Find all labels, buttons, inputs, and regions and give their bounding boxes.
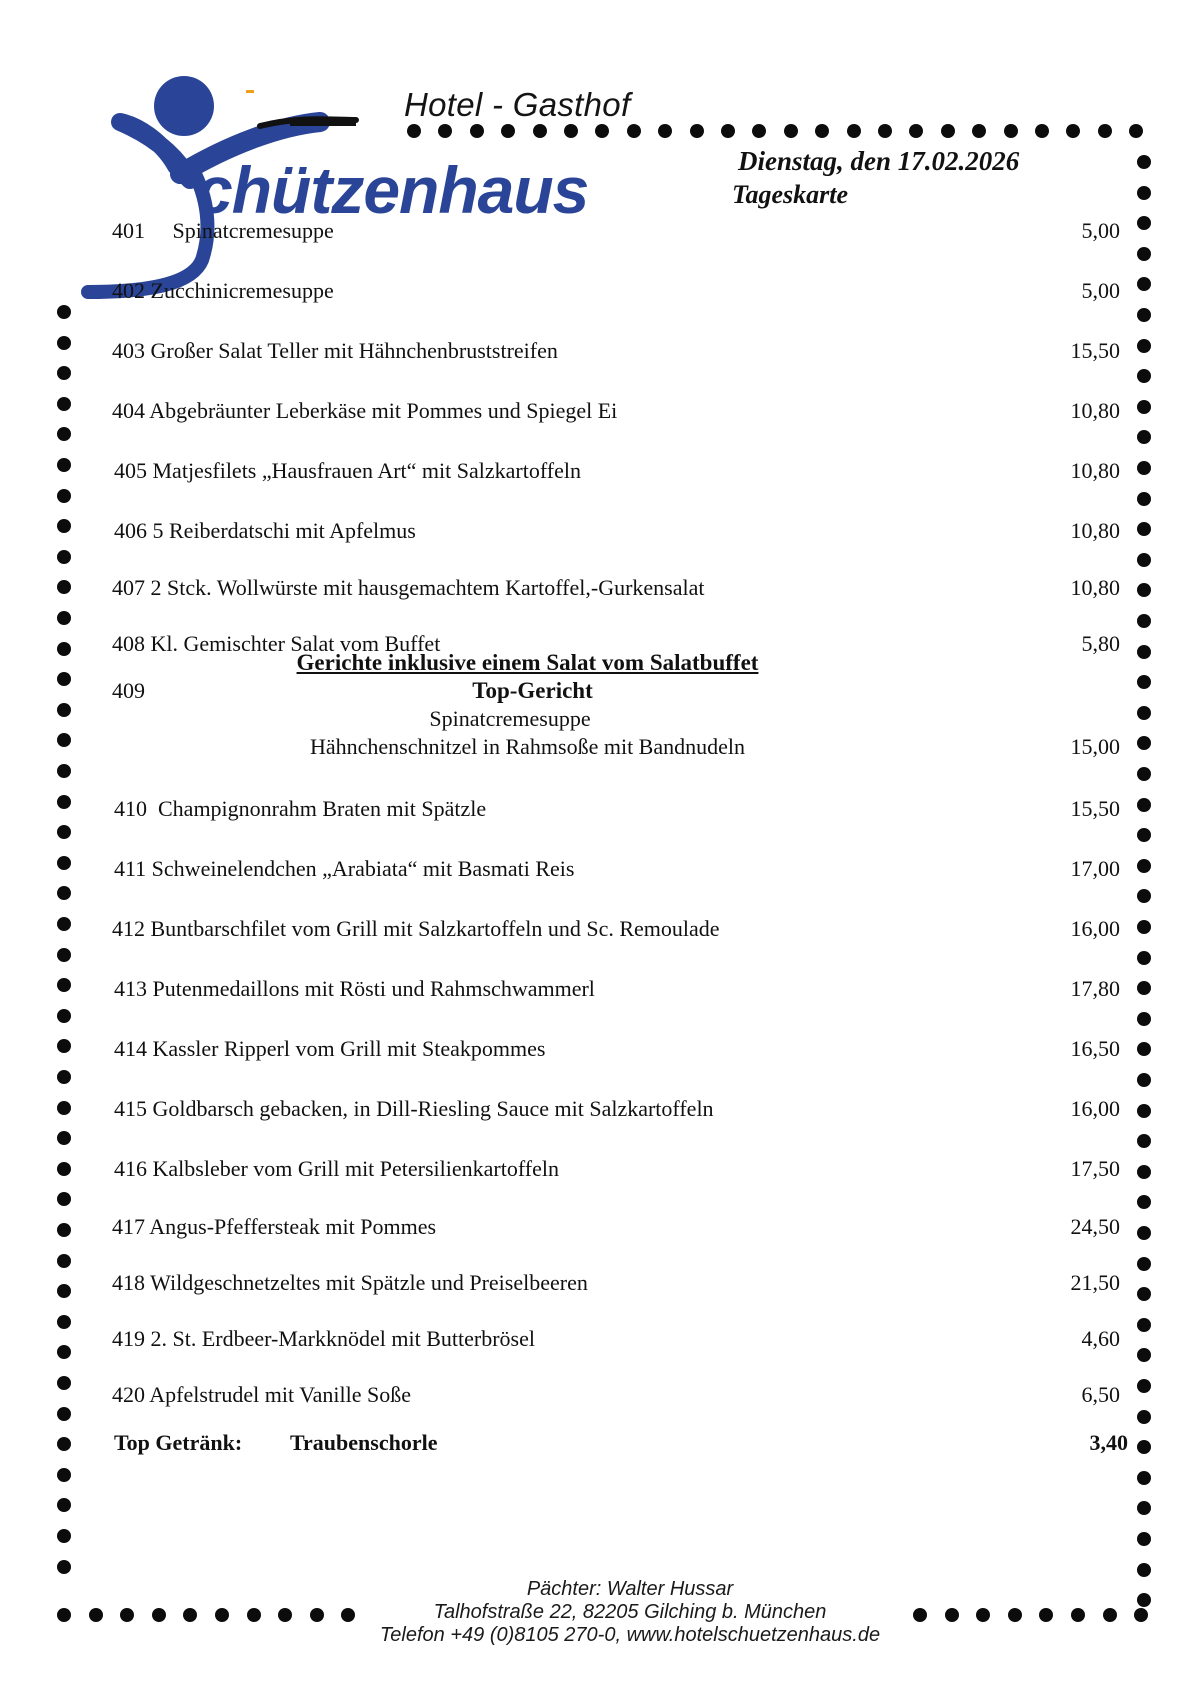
border-dot [1137,430,1151,444]
border-dot [1137,614,1151,628]
top-dish-main: Hähnchenschnitzel in Rahmsoße mit Bandnudeln [309,734,745,759]
brand-name: chützenhaus [196,153,589,227]
menu-item-text: 413 Putenmedaillons mit Rösti und Rahmschwammerl [114,976,595,1001]
border-dot [57,764,71,778]
border-dot [1137,1165,1151,1179]
menu-item-price: 21,50 [1070,1270,1120,1295]
border-dot [57,1498,71,1512]
border-dot [1137,1440,1151,1454]
border-dot [57,1407,71,1421]
border-dot [57,825,71,839]
menu-item [112,1214,1120,1246]
menu-item-text: 408 Kl. Gemischter Salat vom Buffet [112,631,441,656]
menu-item-text: 402 Zucchinicremesuppe [112,278,334,303]
border-dot [972,124,986,138]
border-dot [1137,767,1151,781]
border-dot [57,856,71,870]
border-dot [57,489,71,503]
menu-item [112,518,1120,550]
menu-item-price: 16,00 [1070,916,1120,941]
border-dot [1137,736,1151,750]
menu-item-text: 417 Angus-Pfeffersteak mit Pommes [112,1214,437,1239]
menu-item [112,575,1120,607]
menu-item-price: 5,00 [1081,218,1120,243]
border-dot [57,1345,71,1359]
menu-item [112,916,1120,948]
menu-item [112,1270,1120,1302]
border-dot [1137,706,1151,720]
top-dish-heading: Top-Gericht [472,678,593,703]
date-line: Dienstag, den 17.02.2026 [738,146,1020,176]
border-dot [847,124,861,138]
border-dot [1137,553,1151,567]
border-dot [1137,1195,1151,1209]
border-dot [1137,186,1151,200]
menu-item-price: 10,80 [1070,458,1120,483]
menu-item-text: 404 Abgebräunter Leberkäse mit Pommes und Spiegel Ei [112,398,618,423]
border-dot [1137,1042,1151,1056]
menu-item-text: 401 Spinatcremesuppe [112,218,334,243]
border-dot [1035,124,1049,138]
menu-item [112,338,1120,370]
border-dot [1137,1134,1151,1148]
border-dot [57,336,71,350]
border-dot [1137,889,1151,903]
border-dot [1137,828,1151,842]
border-dot [1129,124,1143,138]
border-dot [57,978,71,992]
border-dot [1137,522,1151,536]
border-dot [1137,1318,1151,1332]
logo-bar-shape [290,118,356,126]
border-dot [1137,1532,1151,1546]
border-dot [57,427,71,441]
hotel-gasthof-label: Hotel - Gasthof [404,86,631,123]
border-dot [941,124,955,138]
border-dot [1137,308,1151,322]
drink-label: Top Getränk: [114,1430,243,1455]
menu-item-text: 403 Großer Salat Teller mit Hähnchenbruststreifen [112,338,558,363]
border-dot [57,1376,71,1390]
border-dot [1137,1226,1151,1240]
menu-item-text: 419 2. St. Erdbeer-Markknödel mit Butterbrösel [112,1326,535,1351]
border-dot [1137,155,1151,169]
border-dot [1137,247,1151,261]
border-dot [752,124,766,138]
border-dot [57,1070,71,1084]
menu-item-price: 6,50 [1081,1382,1120,1407]
border-dot [57,886,71,900]
border-dot [1137,675,1151,689]
menu-item-text: 416 Kalbsleber vom Grill mit Petersilienkartoffeln [114,1156,559,1181]
menu-item [112,1326,1120,1358]
border-dot [1137,798,1151,812]
border-dot [1137,859,1151,873]
menu-item [112,1382,1120,1414]
card-title: Tageskarte [732,180,849,209]
top-dish-price: 15,00 [1070,734,1120,759]
border-dot [57,1039,71,1053]
menu-item [112,398,1120,430]
border-dot [1137,1348,1151,1362]
menu-item-text: 406 5 Reiberdatschi mit Apfelmus [114,518,416,543]
menu-item-price: 17,00 [1070,856,1120,881]
top-dish-soup: Spinatcremesuppe [429,706,591,731]
border-dot [57,1254,71,1268]
border-dot [1137,951,1151,965]
border-dot [57,1468,71,1482]
border-dot [1137,1287,1151,1301]
salad-note: Gerichte inklusive einem Salat vom Salatbuffet [296,650,759,675]
border-dot [57,1223,71,1237]
menu-item-price: 10,80 [1070,575,1120,600]
menu-item-text: 414 Kassler Ripperl vom Grill mit Steakpommes [114,1036,546,1061]
border-dot [784,124,798,138]
border-dot [57,1315,71,1329]
logo-accent-shape [246,90,254,93]
menu-item-price: 15,50 [1070,796,1120,821]
border-dot [1137,920,1151,934]
menu-item-text: 410 Champignonrahm Braten mit Spätzle [114,796,487,821]
menu-item-price: 17,80 [1070,976,1120,1001]
menu-item-price: 10,80 [1070,398,1120,423]
menu-item-text: 418 Wildgeschnetzeltes mit Spätzle und Preiselbeeren [112,1270,588,1295]
border-dot [1066,124,1080,138]
menu-item [112,976,1120,1008]
border-dot [1137,1104,1151,1118]
menu-item [112,796,1120,828]
border-dot [1137,277,1151,291]
border-dot [1137,1379,1151,1393]
menu-item-text: 420 Apfelstrudel mit Vanille Soße [112,1382,412,1407]
menu-item-price: 15,50 [1070,338,1120,363]
border-dot [57,1529,71,1543]
menu-item [112,856,1120,888]
menu-item-price: 10,80 [1070,518,1120,543]
border-dot [57,519,71,533]
logo-head-shape [154,76,214,136]
border-dot [1137,339,1151,353]
border-dot [1137,492,1151,506]
border-dot [1004,124,1018,138]
border-dot [1137,1012,1151,1026]
border-dot [1137,1471,1151,1485]
border-dot [1137,583,1151,597]
menu-item-price: 17,50 [1070,1156,1120,1181]
border-dot [57,550,71,564]
menu-item [112,218,1120,250]
drink-name: Traubenschorle [290,1430,438,1455]
menu-item-text: 411 Schweinelendchen „Arabiata“ mit Basmati Reis [114,856,575,881]
menu-item-text: 412 Buntbarschfilet vom Grill mit Salzkartoffeln und Sc. Remoulade [112,916,720,941]
border-dot [57,1131,71,1145]
border-dot [57,397,71,411]
drink-price: 3,40 [1089,1430,1128,1455]
border-dot [57,1284,71,1298]
border-dot [1137,369,1151,383]
border-dot [57,305,71,319]
footer-tenant: Pächter: Walter Hussar [526,1578,734,1600]
menu-item-price: 5,00 [1081,278,1120,303]
border-dot [1137,400,1151,414]
border-dot [1137,1073,1151,1087]
menu-item-price: 5,80 [1081,631,1120,656]
border-dot [57,1101,71,1115]
menu-item-text: 415 Goldbarsch gebacken, in Dill-Riesling Sauce mit Salzkartoffeln [114,1096,714,1121]
border-dot [1137,461,1151,475]
border-dot [57,1009,71,1023]
menu-item [112,1156,1120,1188]
footer-address: Talhofstraße 22, 82205 Gilching b. München [433,1601,827,1623]
border-dot [1098,124,1112,138]
menu-item [112,458,1120,490]
border-dot [1137,645,1151,659]
menu-item [112,1096,1120,1128]
border-dot [57,458,71,472]
menu-item-price: 16,50 [1070,1036,1120,1061]
border-dot [57,1162,71,1176]
border-dot [1137,981,1151,995]
menu-item [112,278,1120,310]
border-dot [57,948,71,962]
border-dot [658,124,672,138]
border-dot [57,1560,71,1574]
border-dot [878,124,892,138]
border-dot [57,1437,71,1451]
border-dot [57,917,71,931]
border-dot [1137,1410,1151,1424]
border-dot [721,124,735,138]
menu-item-price: 24,50 [1070,1214,1120,1239]
border-dot [690,124,704,138]
border-dot [909,124,923,138]
border-dot [1137,1563,1151,1577]
border-dot [57,1192,71,1206]
menu-item [112,1036,1120,1068]
border-dot [57,580,71,594]
border-dot [1137,1501,1151,1515]
menu-item-text: 405 Matjesfilets „Hausfrauen Art“ mit Salzkartoffeln [114,458,581,483]
border-dot [57,611,71,625]
border-dot [1137,216,1151,230]
border-dot [57,366,71,380]
footer-contact: Telefon +49 (0)8105 270-0, www.hotelschuetzenhaus.de [379,1624,881,1646]
border-dot [1137,1257,1151,1271]
menu-item-price: 4,60 [1081,1326,1120,1351]
border-dot [815,124,829,138]
menu-item-price: 16,00 [1070,1096,1120,1121]
border-dot [57,795,71,809]
menu-item-text: 407 2 Stck. Wollwürste mit hausgemachtem Kartoffel,-Gurkensalat [112,575,705,600]
top-dish-number: 409 [112,678,145,703]
